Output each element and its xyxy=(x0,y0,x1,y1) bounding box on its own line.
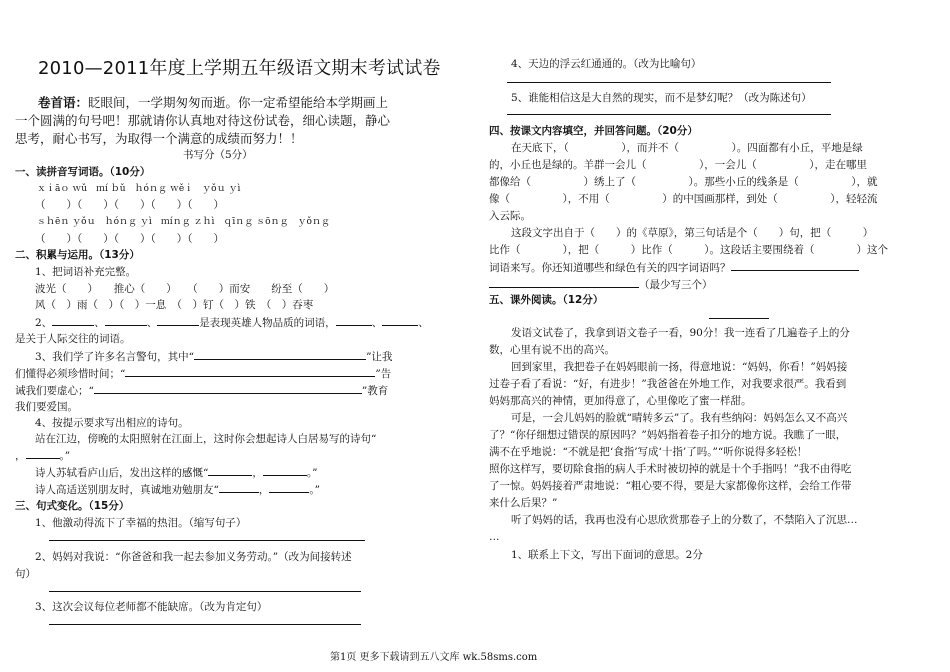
preface-lead: 卷首语： xyxy=(38,95,89,110)
q3-3: 3、这次会议每位老师都不能缺席。（改为肯定句） xyxy=(35,601,268,613)
q3-2-cont: 句） xyxy=(15,568,36,580)
reading-line: 妈妈那高兴的神情，更加得意了，心里像吃了蜜一样甜。 xyxy=(489,395,752,407)
section-5-heading: 五、课外阅读。（12分） xyxy=(489,294,604,306)
reading-line: 数，心里有说不出的高兴。 xyxy=(489,344,615,356)
answer-line[interactable] xyxy=(507,82,831,83)
reading-line: 来什么后果？” xyxy=(489,497,558,509)
section-2-heading: 二、积累与运用。（13分） xyxy=(15,249,140,261)
q2-4-c: 诗人高适送别朋友时，真诚地劝勉朋友“ ， 。” xyxy=(35,480,320,499)
q2-4: 4、按提示要求写出相应的诗句。 xyxy=(35,417,189,429)
answer-line[interactable] xyxy=(507,114,831,115)
answer-blank[interactable] xyxy=(194,347,366,360)
answer-blank[interactable] xyxy=(105,313,147,326)
s4-p9: （最少写三个） xyxy=(489,275,713,294)
answer-blank[interactable] xyxy=(26,446,60,459)
preface-line1: 卷首语：眨眼间，一学期匆匆而逝。你一定希望能给本学期画上 xyxy=(38,95,389,110)
s4-p3: 都像给（ ）绣上了（ ）。那些小丘的线条是（ ），就 xyxy=(489,176,878,188)
section-4-heading: 四、按课文内容填空，并回答问题。（20分） xyxy=(489,125,698,137)
q2-3-line3: 诫我们要虚心；“ ”教育 xyxy=(15,381,388,400)
s4-p6: 这段文字出自于（ ）的《草原》，第三句话是个（ ）句，把（ ） xyxy=(511,227,874,239)
answer-blank[interactable] xyxy=(208,463,252,476)
q5-1: 1、联系上下文，写出下面词的意思。2分 xyxy=(511,549,703,561)
page-title: 2010—2011年度上学期五年级语文期末考试试卷 xyxy=(38,58,441,79)
q2-3-line1: 3、我们学了许多名言警句，其中“ ”让我 xyxy=(35,347,392,366)
s4-p2: 的，小丘也是绿的。羊群一会儿（ ），一会儿（ ），走在哪里 xyxy=(489,159,867,171)
q2-2: 2、 、 、 是表现英雄人物品质的词语， 、 、 xyxy=(35,313,429,332)
reading-line: 过卷子看了看说：“好，有进步！”我爸爸在外地工作，对我要求很严。我看到 xyxy=(489,378,847,390)
reading-line: 回到家里，我把卷子在妈妈眼前一扬，得意地说：“妈妈，你看！”妈妈接 xyxy=(511,361,848,373)
q2-4-a-cont: ， 。” xyxy=(15,446,70,465)
q3-1: 1、他激动得流下了幸福的热泪。（缩写句子） xyxy=(35,517,247,529)
answer-line[interactable] xyxy=(49,624,361,625)
writing-score: 书写分（5分） xyxy=(183,149,253,161)
answer-blank[interactable] xyxy=(269,480,309,493)
reading-line: 听了妈妈的话，我再也没有心思欣赏那卷子上的分数了，不禁陷入了沉思… xyxy=(511,514,858,526)
q2-4-b: 诗人苏轼看庐山后，发出这样的感慨“ ， 。” xyxy=(35,463,318,482)
q2-1-row-a: 波光（ ） 推心（ ） （ ）而安 纷至（ ） xyxy=(35,283,335,295)
q2-1-row-b: 风（ ）雨（ ）（ ）一息 （ ）钉（ ）铁 （ ）吞枣 xyxy=(35,299,314,311)
reading-line: … xyxy=(489,531,500,543)
s4-p5: 入云际。 xyxy=(489,210,531,222)
reading-line: 了一惊。妈妈接着严肃地说：“粗心要不得，要是大家都像你这样，会给工作带 xyxy=(489,480,852,492)
pinyin-row-2: ｓｈēｎ ｙǒｕ ｈóｎｇ ｙì ｍíｎｇ ｚｈì ｑīｎｇ ｓōｎｇ ｙǒｎｇ xyxy=(37,217,330,227)
answer-line[interactable] xyxy=(49,540,365,541)
reading-line: 了？“你仔细想过错误的原因吗？”妈妈指着卷子扣分的地方说。我瞧了一眼， xyxy=(489,429,847,441)
q3-5: 5、谁能相信这是大自然的现实，而不是梦幻呢？（改为陈述句） xyxy=(511,92,812,104)
preface-line2: 一个圆满的句号吧！那就请你认真地对待这份试卷，细心读题，静心 xyxy=(15,113,391,128)
s4-p7: 比作（ ），把（ ）比作（ ）。这段话主要围绕着（ ）这个 xyxy=(489,244,888,256)
answer-blank[interactable] xyxy=(336,313,372,326)
page-footer: 第1页 更多下载请到五八文库 wk.58sms.com xyxy=(330,652,538,663)
answer-blank[interactable] xyxy=(219,480,259,493)
reading-line: 发语文试卷了，我拿到语文卷子一看，90分！我一连看了几遍卷子上的分 xyxy=(511,327,850,339)
q2-3-line4: 我们要爱国。 xyxy=(15,401,78,413)
s4-p1: 在天底下，（ ），而并不（ ）。四面都有小丘，平地是绿 xyxy=(511,142,863,154)
answer-blank[interactable] xyxy=(489,275,639,288)
reading-line: 满不在乎地说：“不就是把‘食指’写成‘十指’了吗。”“听你说得多轻松！ xyxy=(489,446,808,458)
q3-4: 4、天边的浮云红通通的。（改为比喻句） xyxy=(511,58,702,70)
q3-2: 2、妈妈对我说：“你爸爸和我一起去参加义务劳动。”（改为间接转述 xyxy=(35,551,352,563)
q2-2-cont: 是关于人际交往的词语。 xyxy=(15,333,131,345)
answer-blank[interactable] xyxy=(52,313,94,326)
preface-line3: 思考，耐心书写，为取得一个满意的成绩而努力！！ xyxy=(15,131,303,146)
pinyin-row-1: ｘｉāｏ ｗǔ ｍí ｂǔ ｈóｎｇ ｗěｉ ｙǒｕ ｙì xyxy=(37,184,241,194)
answer-blank[interactable] xyxy=(94,381,362,394)
section-3-heading: 三、句式变化。（15分） xyxy=(15,500,130,512)
passage-title-blank[interactable] xyxy=(709,318,769,319)
s4-p4: 像（ ），不用（ ）的中国画那样，到处（ ），轻轻流 xyxy=(489,193,878,205)
answer-blank[interactable] xyxy=(263,463,307,476)
q2-1: 1、把词语补充完整。 xyxy=(35,266,137,278)
answer-blank[interactable] xyxy=(125,364,375,377)
q2-4-a: 站在江边，傍晚的太阳照射在江面上，这时你会想起诗人白居易写的诗句“ xyxy=(35,433,377,445)
blank-row-1: （ ）（ ）（ ）（ ）（ ） xyxy=(35,199,224,211)
answer-blank[interactable] xyxy=(157,313,199,326)
reading-line: 可是，一会儿妈妈的脸就“晴转多云”了。我有些纳闷：妈妈怎么又不高兴 xyxy=(511,412,848,424)
q2-3-line2: 们懂得必须珍惜时间；“ ”告 xyxy=(15,364,391,383)
answer-line[interactable] xyxy=(49,591,361,592)
reading-line: 照你这样写，要切除食指的病人手术时被切掉的就是十个手指吗！”我不由得吃 xyxy=(489,463,852,475)
section-1-heading: 一、读拼音写词语。（10分） xyxy=(15,166,151,178)
s4-p8: 词语来写。你还知道哪些和绿色有关的四字词语吗？ xyxy=(489,258,859,277)
blank-row-2: （ ）（ ）（ ）（ ）（ ） xyxy=(35,233,224,245)
answer-blank[interactable] xyxy=(382,313,418,326)
answer-blank[interactable] xyxy=(731,258,859,271)
